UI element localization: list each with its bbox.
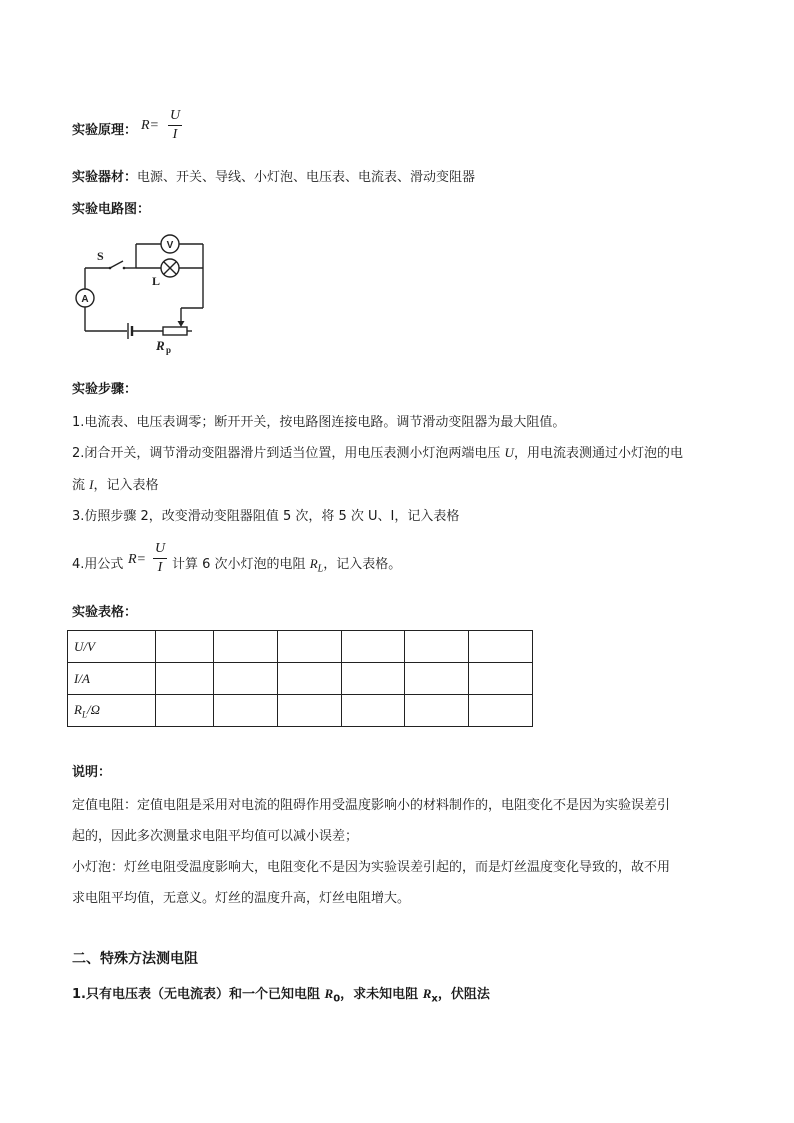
step-4-fraction: U I bbox=[154, 541, 166, 575]
principle-label: 实验原理： bbox=[72, 123, 138, 138]
experiment-table bbox=[67, 630, 533, 727]
notes-label: 说明： bbox=[72, 765, 112, 780]
row-header-resistance: $R_L/\Omega$ bbox=[68, 695, 156, 727]
section-2-title: 二、特殊方法测电阻 bbox=[72, 951, 198, 967]
table-cell[interactable] bbox=[214, 663, 278, 695]
materials-text: 电源、开关、导线、小灯泡、电压表、电流表、滑动变阻器 bbox=[137, 170, 476, 185]
step-4-suffix: 计算 6 次小灯泡的电阻 $R_L$，记入表格。 bbox=[172, 556, 402, 575]
rheostat-icon bbox=[163, 327, 187, 335]
step-4-lhs: R= bbox=[128, 552, 146, 567]
ammeter-label: A bbox=[81, 294, 89, 305]
table-cell[interactable] bbox=[405, 631, 469, 663]
table-cell[interactable] bbox=[214, 695, 278, 727]
table-cell[interactable] bbox=[278, 631, 342, 663]
section-2-subtitle: 1.只有电压表（无电流表）和一个已知电阻 $R_0$，求未知电阻 $R_x$，伏阻法 bbox=[72, 986, 490, 1005]
principle-numerator: U bbox=[169, 108, 181, 123]
table-cell[interactable] bbox=[405, 695, 469, 727]
table-cell[interactable] bbox=[214, 631, 278, 663]
steps-label: 实验步骤： bbox=[72, 382, 138, 397]
table-row bbox=[68, 695, 533, 727]
step-1: 1.电流表、电压表调零；断开开关，按电路图连接电路。调节滑动变阻器为最大阻值。 bbox=[72, 415, 566, 430]
note-fixed-resistor-line-2: 起的，因此多次测量求电阻平均值可以减小误差； bbox=[72, 829, 359, 844]
step-2-line-1: 2.闭合开关，调节滑动变阻器滑片到适当位置，用电压表测小灯泡两端电压 U，用电流表测通过小灯泡的电 bbox=[72, 445, 683, 461]
switch-contact-icon bbox=[109, 267, 112, 270]
table-cell[interactable] bbox=[278, 663, 342, 695]
slider-arrow-icon bbox=[178, 321, 185, 327]
step-3: 3.仿照步骤 2，改变滑动变阻器阻值 5 次，将 5 次 U、I，记入表格 bbox=[72, 509, 460, 524]
table-cell[interactable] bbox=[469, 631, 533, 663]
note-bulb-line-2: 求电阻平均值，无意义。灯丝的温度升高，灯丝电阻增大。 bbox=[72, 891, 411, 906]
circuit-diagram bbox=[0, 0, 794, 380]
step-2-line-2: 流 I，记入表格 bbox=[72, 477, 159, 493]
table-cell[interactable] bbox=[156, 631, 214, 663]
rheostat-label: R bbox=[156, 338, 165, 353]
switch-label: S bbox=[97, 249, 104, 263]
table-label: 实验表格： bbox=[72, 605, 138, 620]
table-row bbox=[68, 631, 533, 663]
table-cell[interactable] bbox=[342, 695, 405, 727]
table-cell[interactable] bbox=[278, 695, 342, 727]
table-cell[interactable] bbox=[156, 695, 214, 727]
voltage-symbol: U bbox=[504, 445, 514, 460]
table-cell[interactable] bbox=[469, 663, 533, 695]
rheostat-subscript: p bbox=[166, 345, 172, 355]
table-cell[interactable] bbox=[342, 631, 405, 663]
known-resistor-symbol: R bbox=[324, 986, 334, 1001]
table-cell[interactable] bbox=[469, 695, 533, 727]
table-row bbox=[68, 663, 533, 695]
materials-label: 实验器材： bbox=[72, 170, 138, 185]
step-4-prefix: 4.用公式 bbox=[72, 557, 124, 572]
unknown-resistor-symbol: R bbox=[422, 986, 432, 1001]
table-cell[interactable] bbox=[156, 663, 214, 695]
current-symbol: I bbox=[89, 477, 94, 492]
principle-denominator: I bbox=[172, 127, 178, 142]
switch-contact-icon bbox=[123, 267, 126, 270]
row-header-voltage: U/V bbox=[68, 631, 156, 663]
circuit-label: 实验电路图： bbox=[72, 202, 151, 217]
resistance-symbol: R bbox=[309, 556, 318, 571]
note-fixed-resistor-line-1: 定值电阻：定值电阻是采用对电流的阻碍作用受温度影响小的材料制作的，电阻变化不是因为实验误差引 bbox=[72, 798, 671, 813]
voltmeter-label: V bbox=[166, 240, 174, 251]
lamp-label: L bbox=[152, 274, 161, 288]
note-bulb-line-1: 小灯泡：灯丝电阻受温度影响大，电阻变化不是因为实验误差引起的，而是灯丝温度变化导致的，故不用 bbox=[72, 860, 671, 875]
table-cell[interactable] bbox=[342, 663, 405, 695]
principle-lhs: R= bbox=[141, 118, 159, 133]
table-cell[interactable] bbox=[405, 663, 469, 695]
row-header-current: I/A bbox=[68, 663, 156, 695]
